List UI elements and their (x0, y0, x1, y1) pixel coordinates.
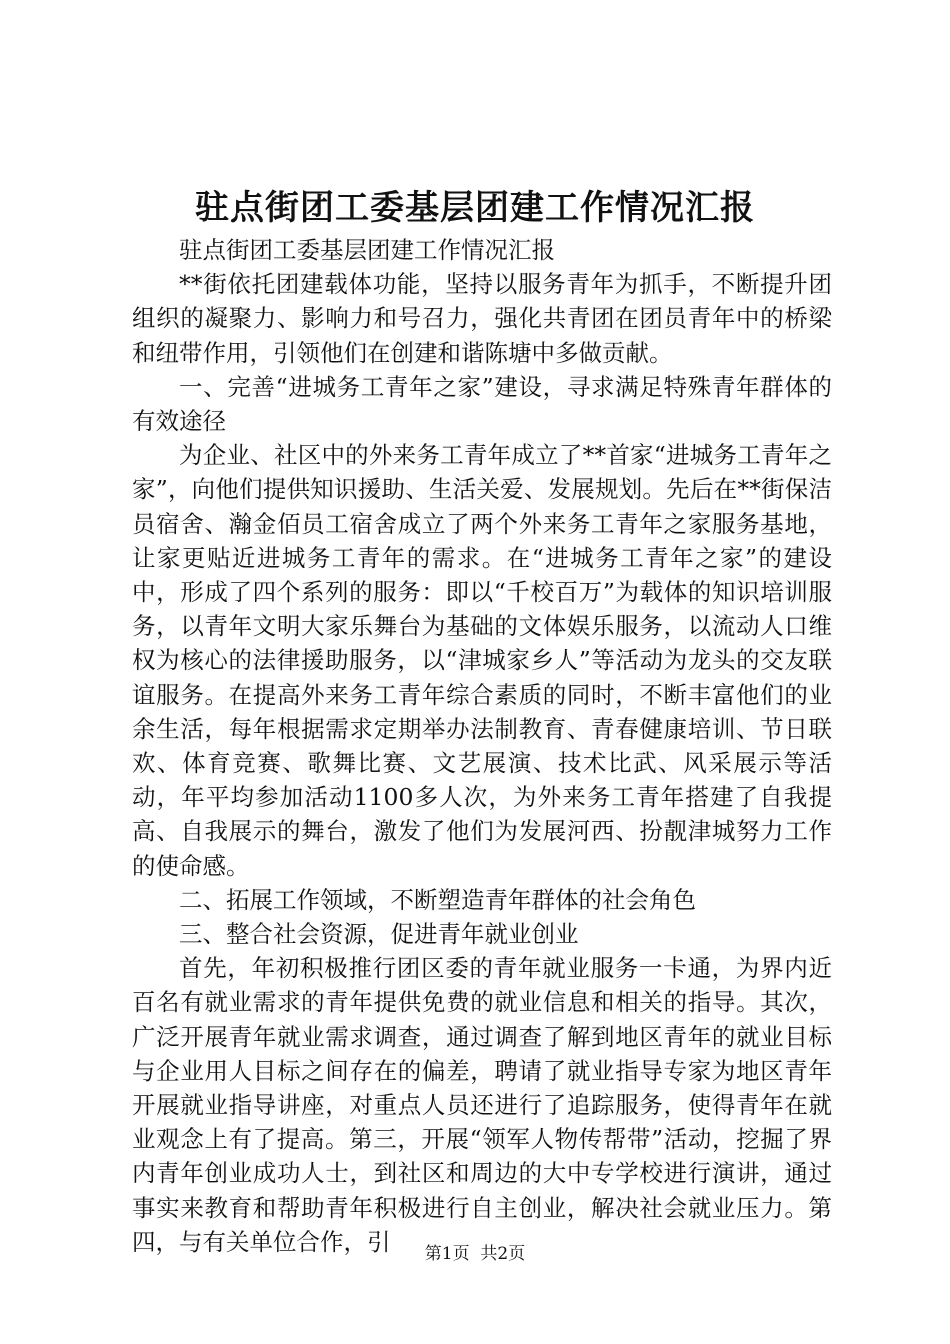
page-footer (0, 1242, 950, 1266)
paragraph-subtitle: 驻点街团工委基层团建工作情况汇报 (179, 236, 555, 264)
page-number: 第1页 (424, 1244, 470, 1264)
document-title: 驻点街团工委基层团建工作情况汇报 (195, 188, 755, 228)
paragraph-section-3: 首先，年初积极推行团区委的青年就业服务一卡通，为界内近百名有就业需求的青年提供免费的就业信息和相关的指导。其次，广泛开展青年就业需求调查，通过调查了解到地区青年的就业目标与企业用人目标之间存在的偏差，聘请了就业指导专家为地区青年开展就业指导讲座，对重点人员还进行了追踪服务，使得青年在就业观念上有了提高。第三，开展“领军人物传帮带”活动，挖掘了界内青年创业成功人士，到社区和周边的大中专学校进行演讲，通过事实来教育和帮助青年积极进行自主创业，解决社会就业压力。第四，与有关单位合作，引 (132, 954, 832, 1256)
paragraph-intro: **街依托团建载体功能，坚持以服务青年为抓手，不断提升团组织的凝聚力、影响力和号召力，强化共青团在团员青年中的桥梁和纽带作用，引领他们在创建和谐陈塘中多做贡献。 (132, 270, 832, 367)
section-heading-2: 二、拓展工作领域，不断塑造青年群体的社会角色 (179, 885, 696, 914)
section-heading-1: 一、完善“进城务工青年之家”建设，寻求满足特殊青年群体的有效途径 (132, 372, 832, 436)
section-heading-3: 三、整合社会资源，促进青年就业创业 (179, 920, 579, 949)
page-total: 共2页 (480, 1244, 526, 1264)
paragraph-section-1: 为企业、社区中的外来务工青年成立了**首家“进城务工青年之家”，向他们提供知识援助、生活关爱、发展规划。先后在**街保洁员宿舍、瀚金佰员工宿舍成立了两个外来务工青年之家服务基地，让家更贴近进城务工青年的需求。在“进城务工青年之家”的建设中，形成了四个系列的服务：即以“千校百万”为载体的知识培训服务，以青年文明大家乐舞台为基础的文体娱乐服务，以流动人口维权为核心的法律援助服务，以“津城家乡人”等活动为龙头的交友联谊服务。在提高外来务工青年综合素质的同时，不断丰富他们的业余生活，每年根据需求定期举办法制教育、青春健康培训、节日联欢、体育竞赛、歌舞比赛、文艺展演、技术比武、风采展示等活动，年平均参加活动1100多人次，为外来务工青年搭建了自我提高、自我展示的舞台，激发了他们为发展河西、扮靓津城努力工作的使命感。 (132, 441, 832, 880)
document-body (132, 233, 832, 1259)
